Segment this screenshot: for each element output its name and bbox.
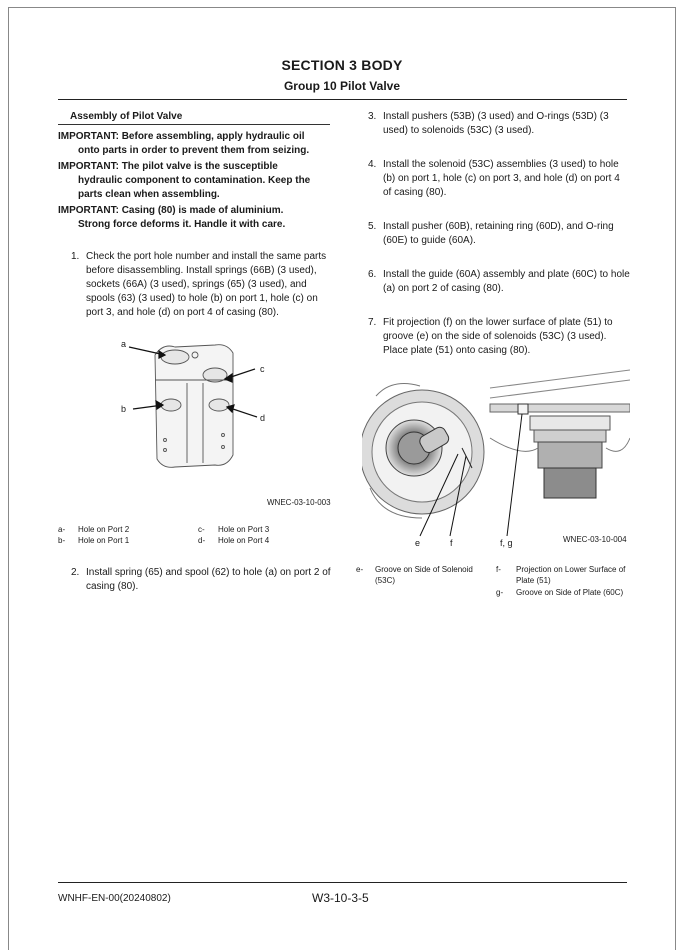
step-text: Install pusher (60B), retaining ring (60D), and O-ring (60E) to guide (60A). xyxy=(383,221,614,246)
legend-key: g- xyxy=(496,588,504,597)
step-text: Fit projection (f) on the lower surface of plate (51) to groove (e) on the side of solenoids (53C) (3 used). Place plate (51) onto casing (80). xyxy=(383,317,613,356)
step-2 xyxy=(58,566,333,594)
solenoid-plate-figure xyxy=(362,368,630,540)
legend-key: f- xyxy=(496,565,501,574)
legend-value: Hole on Port 1 xyxy=(78,536,130,545)
legend-right-e xyxy=(356,564,486,588)
page-frame-left xyxy=(8,7,9,950)
label-b: b xyxy=(121,404,127,414)
step-7 xyxy=(368,316,630,358)
step-text: Check the port hole number and install the same parts before disassembling. Install springs (66B) (3 used), sockets (66A) (3 used), springs (65) (3 used), and spools (63) (3 used) to hole (b) on port 1, hole (c) on port 3, and hole (d) on port 4 of casing (80). xyxy=(86,251,327,318)
important-text-rest: hydraulic component to contamination. Keep the parts clean when assembling. xyxy=(78,175,311,200)
important-note-1 xyxy=(58,130,333,158)
step-text: Install the guide (60A) assembly and plate (60C) to hole (a) on port 2 of casing (80). xyxy=(383,269,630,294)
figure-code-right: WNEC-03-10-004 xyxy=(563,535,627,544)
step-2-block xyxy=(58,566,333,594)
step-number: 4. xyxy=(368,159,377,170)
legend-value: Groove on Side of Solenoid (53C) xyxy=(375,565,473,585)
page-number: W3-10-3-5 xyxy=(312,891,369,905)
step-4 xyxy=(368,158,630,200)
left-column xyxy=(58,110,333,320)
important-note-2 xyxy=(58,160,333,202)
figure-code-left: WNEC-03-10-003 xyxy=(267,498,331,507)
important-note-3 xyxy=(58,204,333,232)
legend-key: c- xyxy=(198,525,205,534)
step-number: 2. xyxy=(71,567,80,578)
label-fg: f, g xyxy=(500,538,513,548)
legend-value: Projection on Lower Surface of Plate (51) xyxy=(516,565,626,585)
step-3 xyxy=(368,110,630,138)
label-f: f xyxy=(450,538,453,548)
legend-value: Hole on Port 2 xyxy=(78,525,130,534)
legend-value: Groove on Side of Plate (60C) xyxy=(516,588,624,597)
step-text: Install the solenoid (53C) assemblies (3 used) to hole (b) on port 1, hole (c) on port 3, and hole (d) on port 4 of casing (80). xyxy=(383,159,620,198)
important-text-rest: onto parts in order to prevent them from seizing. xyxy=(78,145,310,156)
important-text-rest: Strong force deforms it. Handle it with care. xyxy=(78,219,286,230)
legend-value: Hole on Port 4 xyxy=(218,536,270,545)
important-label: IMPORTANT: xyxy=(58,131,119,142)
legend-value: Hole on Port 3 xyxy=(218,525,270,534)
legend-key: e- xyxy=(356,565,364,574)
legend-key: b- xyxy=(58,536,66,545)
footer-rule xyxy=(58,882,627,883)
step-6 xyxy=(368,268,630,296)
header-rule xyxy=(58,99,627,100)
subheading: Assembly of Pilot Valve xyxy=(58,110,330,125)
label-d: d xyxy=(260,413,266,423)
right-column xyxy=(368,110,630,358)
label-a: a xyxy=(121,339,127,349)
page-frame-right xyxy=(675,7,676,950)
step-5 xyxy=(368,220,630,248)
step-text: Install spring (65) and spool (62) to hole (a) on port 2 of casing (80). xyxy=(86,567,331,592)
important-text-first: Casing (80) is made of aluminium. xyxy=(121,205,284,216)
important-label: IMPORTANT: xyxy=(58,205,119,216)
label-e: e xyxy=(415,538,421,548)
step-number: 1. xyxy=(71,251,80,262)
section-title: SECTION 3 BODY xyxy=(281,57,403,73)
legend-right-g xyxy=(496,587,626,599)
legend-left-d xyxy=(198,535,328,547)
step-text: Install pushers (53B) (3 used) and O-rings (53D) (3 used) to solenoids (53C) (3 used). xyxy=(383,111,609,136)
casing-figure xyxy=(115,335,285,485)
legend-key: a- xyxy=(58,525,66,534)
legend-right-f xyxy=(496,564,626,588)
document-id: WNHF-EN-00(20240802) xyxy=(58,893,171,904)
step-number: 7. xyxy=(368,317,377,328)
page-frame-top xyxy=(8,7,676,8)
important-text-first: Before assembling, apply hydraulic oil xyxy=(121,131,305,142)
label-c: c xyxy=(260,364,265,374)
step-1 xyxy=(58,250,333,320)
important-text-first: The pilot valve is the susceptible xyxy=(121,161,278,172)
important-label: IMPORTANT: xyxy=(58,161,119,172)
step-number: 3. xyxy=(368,111,377,122)
step-number: 6. xyxy=(368,269,377,280)
legend-left-b xyxy=(58,535,198,547)
legend-key: d- xyxy=(198,536,206,545)
step-number: 5. xyxy=(368,221,377,232)
group-title: Group 10 Pilot Valve xyxy=(283,79,401,93)
